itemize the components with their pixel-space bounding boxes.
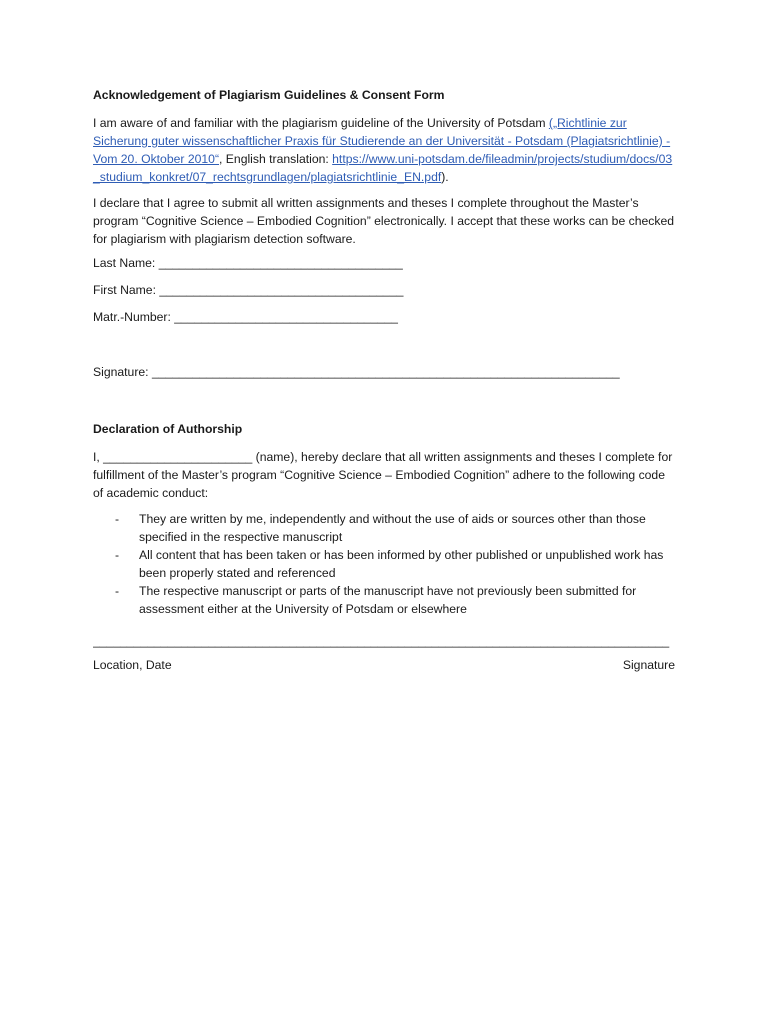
consent-paragraph: I declare that I agree to submit all written assignments and theses I complete throughout the Master’s program “Cognitive Science – Embodied Cognition” electronically. I accept that these works can be checked for plagiarism with plagiarism detection software. [93, 196, 675, 246]
authorship-signature-line[interactable]: _____________________________________________________________________________________ [93, 634, 670, 648]
authorship-intro: I, ______________________ (name), hereby declare that all written assignments and theses I complete for fulfillment of the Master’s program “Cognitive Science – Embodied Cognition” adhere to the following code of academic conduct: [93, 450, 673, 500]
authorship-title: Declaration of Authorship [93, 422, 243, 436]
guideline-paragraph [93, 114, 675, 186]
matr-number-field[interactable]: Matr.-Number: _________________________________ [93, 310, 398, 324]
document-content [93, 86, 675, 674]
guideline-text: I am aware of and familiar with the plagiarism guideline of the University of Potsdam [93, 116, 549, 130]
conduct-list [93, 510, 675, 618]
consent-signature-field[interactable]: Signature: _____________________________________________________________________ [93, 365, 620, 379]
first-name-field[interactable]: First Name: ____________________________________ [93, 283, 404, 297]
guideline-link[interactable]: („Richtlinie zur Sicherung guter wissenschaftlicher Praxis für Studierende an der Universität - Potsdam (Plagiatsrichtlinie) - Vom 20. Oktober 2010“ [93, 116, 671, 166]
signature-labels-row [93, 656, 675, 674]
list-item: - All content that has been taken or has been informed by other published or unpublished work has been properly stated and referenced [139, 546, 675, 582]
list-item: - They are written by me, independently and without the use of aids or sources other than those specified in the respective manuscript [139, 510, 675, 546]
list-item: - The respective manuscript or parts of the manuscript have not previously been submitted for assessment either at the University of Potsdam or elsewhere [139, 582, 675, 618]
location-date-label: Location, Date [93, 658, 172, 672]
consent-title: Acknowledgement of Plagiarism Guidelines & Consent Form [93, 88, 445, 102]
translation-link[interactable]: https://www.uni-potsdam.de/fileadmin/projects/studium/docs/03_studium_konkret/07_rechtsgrundlagen/plagiatsrichtlinie_EN.pdf [93, 152, 673, 184]
signature-label: Signature [622, 658, 675, 672]
spacer [93, 390, 675, 420]
guideline-end: ). [441, 170, 449, 184]
translation-text: , English translation: [219, 152, 333, 166]
spacer [93, 335, 675, 363]
last-name-field[interactable]: Last Name: ____________________________________ [93, 256, 403, 270]
